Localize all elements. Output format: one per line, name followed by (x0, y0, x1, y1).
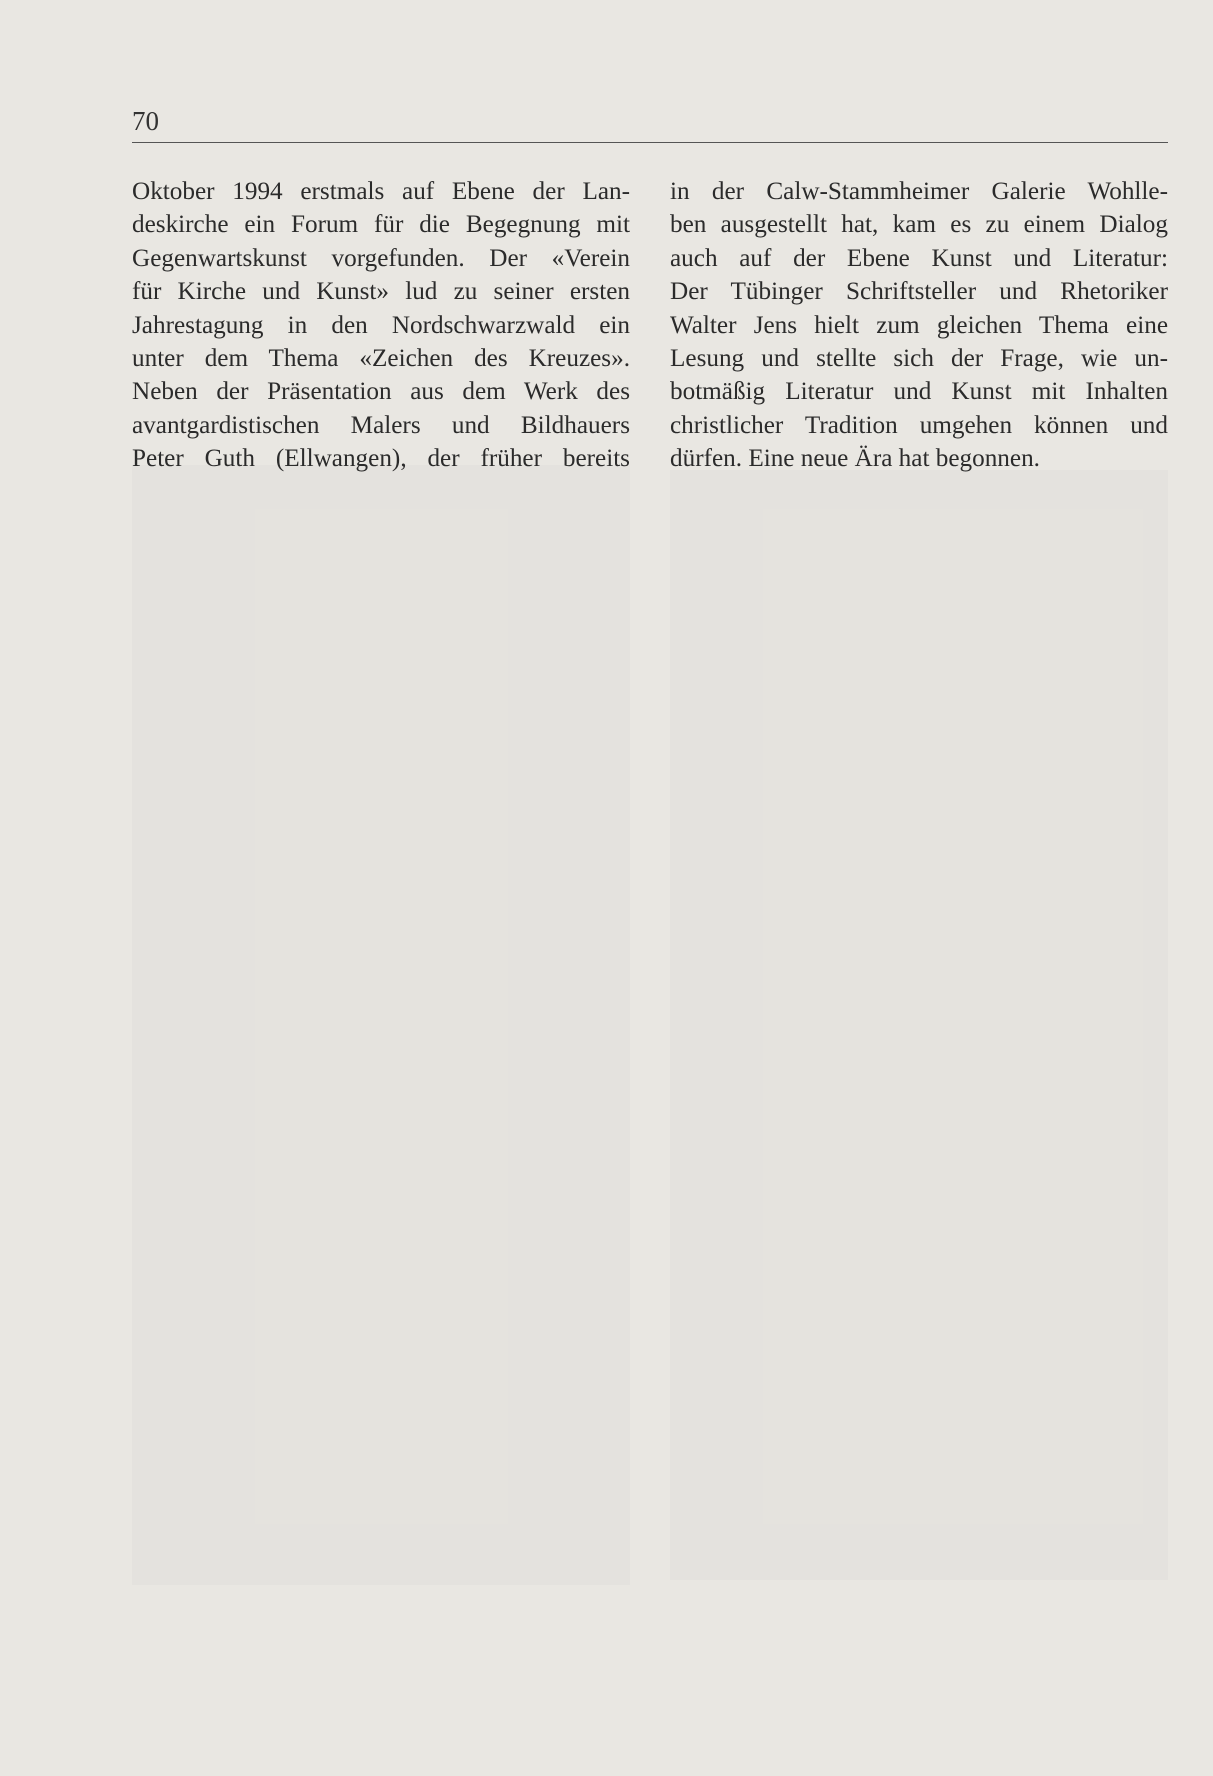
text-line: ben ausgestellt hat, kam es zu einem Dialog (670, 211, 1168, 239)
text-line: Lesung und stellte sich der Frage, wie un- (670, 344, 1168, 372)
text-line: auch auf der Ebene Kunst und Literatur: (670, 244, 1168, 272)
show-through-right (670, 470, 1168, 1580)
text-line: Der Tübinger Schriftsteller und Rhetoriker (670, 278, 1168, 306)
text-line: christlicher Tradition umgehen können und (670, 411, 1168, 439)
text-line: Walter Jens hielt zum gleichen Thema eine (670, 311, 1168, 339)
page-number: 70 (132, 106, 159, 136)
text-line: Oktober 1994 erstmals auf Ebene der Lan- (132, 178, 630, 205)
show-through-left (132, 465, 630, 1585)
text-line: dürfen. Eine neue Ära hat begonnen. (670, 445, 1040, 473)
text-column-left (132, 175, 630, 476)
text-line: Neben der Präsentation aus dem Werk des (132, 378, 630, 406)
text-line: botmäßig Literatur und Kunst mit Inhalten (670, 378, 1168, 406)
text-line: unter dem Thema «Zeichen des Kreuzes». (132, 344, 630, 372)
header-rule (132, 142, 1168, 143)
text-line: in der Calw-Stammheimer Galerie Wohlle- (670, 178, 1168, 205)
text-line: für Kirche und Kunst» lud zu seiner ersten (132, 278, 630, 306)
text-line: deskirche ein Forum für die Begegnung mit (132, 211, 630, 239)
text-column-right (670, 175, 1168, 476)
text-line: Jahrestagung in den Nordschwarzwald ein (132, 311, 630, 339)
text-line: Peter Guth (Ellwangen), der früher bereits (132, 445, 630, 473)
text-line: Gegenwartskunst vorgefunden. Der «Verein (132, 244, 630, 272)
text-line: avantgardistischen Malers und Bildhauers (132, 411, 630, 439)
